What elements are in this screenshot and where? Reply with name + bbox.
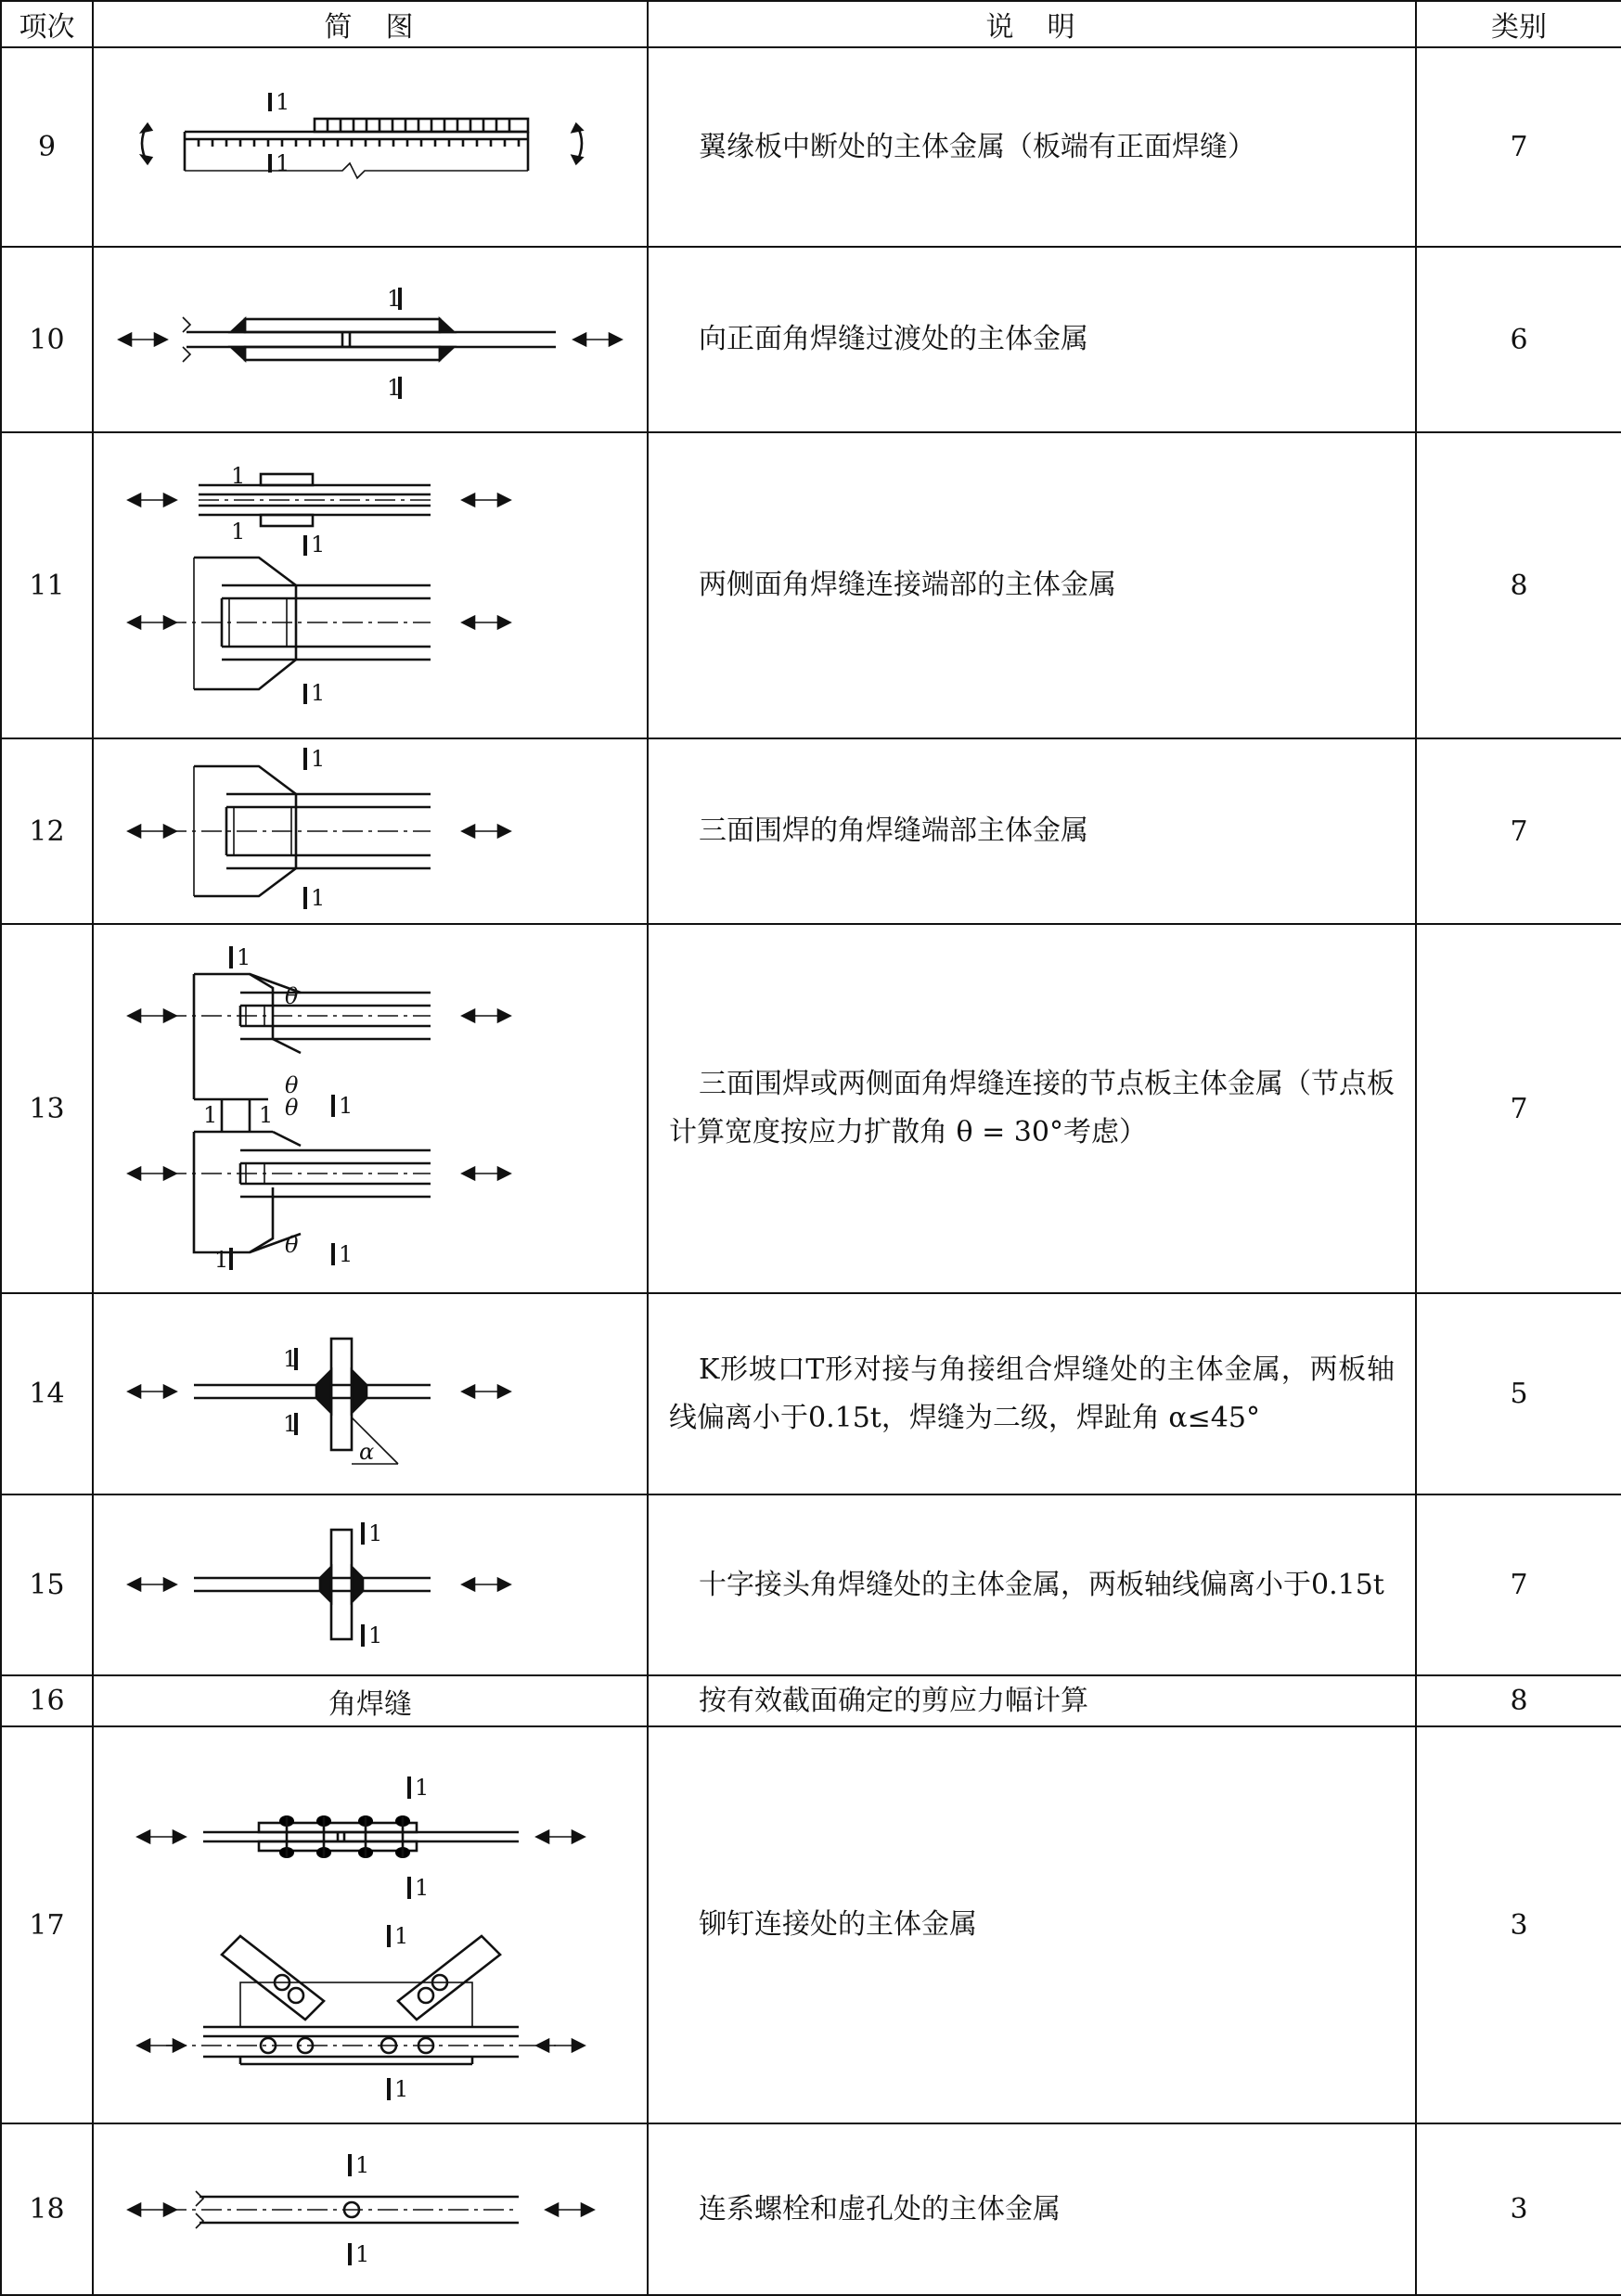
gusset-plate-fillet-diagram xyxy=(110,937,630,1280)
row-no: 18 xyxy=(1,2123,93,2295)
svg-text:1: 1 xyxy=(415,1875,430,1901)
figure-cell xyxy=(93,247,648,432)
svg-text:1: 1 xyxy=(394,1923,409,1949)
svg-text:1: 1 xyxy=(283,1410,298,1437)
row-category: 7 xyxy=(1416,1494,1621,1675)
figure-cell xyxy=(93,2123,648,2295)
header-figure: 简 图 xyxy=(93,1,648,47)
row-description: 翼缘板中断处的主体金属（板端有正面焊缝） xyxy=(648,47,1416,247)
row-no: 16 xyxy=(1,1675,93,1726)
row-category: 7 xyxy=(1416,924,1621,1293)
table-row xyxy=(1,47,1621,247)
svg-text:1: 1 xyxy=(311,885,326,911)
svg-text:1: 1 xyxy=(339,1093,354,1119)
cruciform-joint-diagram xyxy=(110,1511,630,1660)
row-category: 3 xyxy=(1416,2123,1621,2295)
k-groove-t-joint-diagram xyxy=(110,1311,630,1478)
svg-text:θ: θ xyxy=(285,983,299,1009)
header-category: 类别 xyxy=(1416,1,1621,47)
svg-text:1: 1 xyxy=(237,944,251,970)
row-no: 12 xyxy=(1,738,93,924)
figure-cell-text: 角焊缝 xyxy=(93,1675,648,1726)
svg-text:1: 1 xyxy=(311,532,326,558)
svg-text:1: 1 xyxy=(311,680,326,706)
row-no: 9 xyxy=(1,47,93,247)
svg-text:θ: θ xyxy=(285,1072,299,1098)
svg-text:1: 1 xyxy=(387,286,402,312)
svg-text:α: α xyxy=(359,1438,375,1465)
row-description: 两侧面角焊缝连接端部的主体金属 xyxy=(648,432,1416,738)
svg-text:1: 1 xyxy=(276,88,290,115)
figure-cell xyxy=(93,1726,648,2123)
row-category: 3 xyxy=(1416,1726,1621,2123)
svg-text:1: 1 xyxy=(283,1345,298,1372)
row-category: 7 xyxy=(1416,47,1621,247)
row-no: 10 xyxy=(1,247,93,432)
tie-bolt-hole-diagram xyxy=(110,2136,630,2284)
row-no: 11 xyxy=(1,432,93,738)
row-category: 8 xyxy=(1416,1675,1621,1726)
side-fillet-end-diagram xyxy=(110,446,630,725)
svg-text:1: 1 xyxy=(231,463,246,489)
figure-cell xyxy=(93,738,648,924)
transverse-fillet-transition-diagram xyxy=(110,275,630,404)
svg-text:1: 1 xyxy=(339,1241,354,1267)
svg-text:1: 1 xyxy=(387,375,402,401)
table-row xyxy=(1,738,1621,924)
table-row xyxy=(1,2123,1621,2295)
row-category: 8 xyxy=(1416,432,1621,738)
row-category: 6 xyxy=(1416,247,1621,432)
table-row xyxy=(1,247,1621,432)
figure-cell xyxy=(93,1494,648,1675)
row-no: 13 xyxy=(1,924,93,1293)
svg-text:1: 1 xyxy=(368,1520,383,1546)
row-category: 7 xyxy=(1416,738,1621,924)
header-row xyxy=(1,1,1621,47)
table-row xyxy=(1,432,1621,738)
svg-text:1: 1 xyxy=(355,2240,370,2267)
row-description: 三面围焊的角焊缝端部主体金属 xyxy=(648,738,1416,924)
table-row xyxy=(1,1494,1621,1675)
svg-text:1: 1 xyxy=(415,1775,430,1801)
svg-text:1: 1 xyxy=(214,1247,229,1273)
table-row xyxy=(1,1675,1621,1726)
flange-plate-termination-diagram xyxy=(110,78,630,217)
svg-text:1: 1 xyxy=(355,2151,370,2178)
figure-cell xyxy=(93,1293,648,1494)
row-no: 15 xyxy=(1,1494,93,1675)
svg-text:1: 1 xyxy=(259,1102,274,1128)
row-description: 铆钉连接处的主体金属 xyxy=(648,1726,1416,2123)
row-description: 十字接头角焊缝处的主体金属，两板轴线偏离小于0.15t xyxy=(648,1494,1416,1675)
svg-text:1: 1 xyxy=(231,519,246,545)
row-description: 连系螺栓和虚孔处的主体金属 xyxy=(648,2123,1416,2295)
header-description: 说 明 xyxy=(648,1,1416,47)
svg-text:1: 1 xyxy=(311,748,326,772)
svg-text:1: 1 xyxy=(203,1102,218,1128)
row-description: 向正面角焊缝过渡处的主体金属 xyxy=(648,247,1416,432)
svg-text:θ: θ xyxy=(285,1232,299,1258)
figure-cell xyxy=(93,924,648,1293)
three-sided-fillet-end-diagram xyxy=(110,748,630,915)
row-description: K形坡口T形对接与角接组合焊缝处的主体金属，两板轴线偏离小于0.15t，焊缝为二级，焊趾角 α≤45° xyxy=(648,1293,1416,1494)
figure-cell xyxy=(93,47,648,247)
header-no: 项次 xyxy=(1,1,93,47)
rivet-connection-diagram xyxy=(110,1739,630,2110)
svg-text:θ: θ xyxy=(285,1095,299,1121)
row-no: 17 xyxy=(1,1726,93,2123)
table-row xyxy=(1,1293,1621,1494)
row-description: 按有效截面确定的剪应力幅计算 xyxy=(648,1675,1416,1726)
table-row xyxy=(1,1726,1621,2123)
row-description: 三面围焊或两侧面角焊缝连接的节点板主体金属（节点板计算宽度按应力扩散角 θ = 30°考虑） xyxy=(648,924,1416,1293)
svg-text:1: 1 xyxy=(276,149,290,176)
table-row xyxy=(1,924,1621,1293)
figure-cell xyxy=(93,432,648,738)
svg-text:1: 1 xyxy=(368,1622,383,1648)
svg-text:1: 1 xyxy=(394,2076,409,2102)
row-no: 14 xyxy=(1,1293,93,1494)
row-category: 5 xyxy=(1416,1293,1621,1494)
